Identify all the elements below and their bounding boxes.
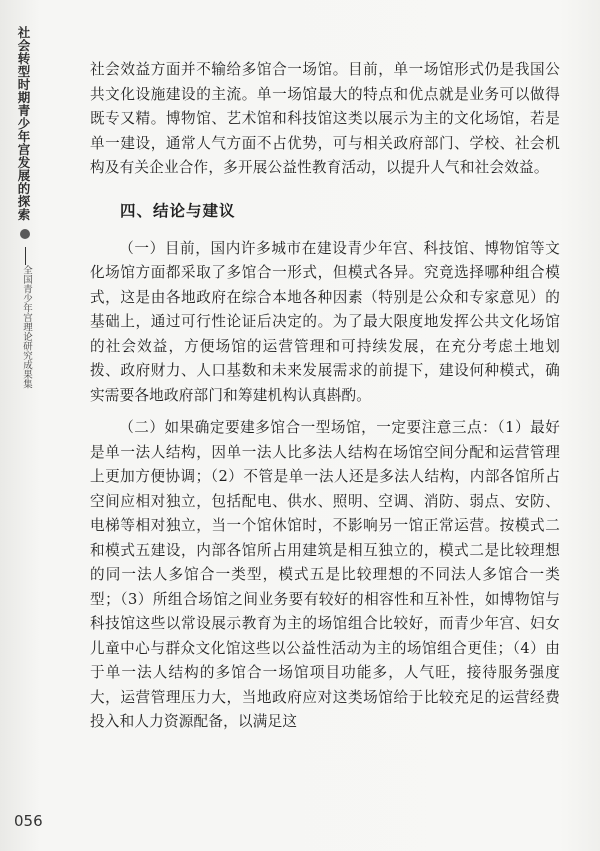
book-title: 社会转型时期青少年宫发展的探索 <box>16 26 31 221</box>
divider <box>25 247 26 265</box>
section-heading: 四、结论与建议 <box>120 201 236 220</box>
paragraph-intro: 社会效益方面并不输给多馆合一场馆。目前，单一场馆形式仍是我国公共文化设施建设的主流。单一场馆最大的特点和优点就是业务可以做得既专又精。博物馆、艺术馆和科技馆这类以展示为主的文化场馆，若是单一建设，通常人气方面不占优势，可与相关政府部门、学校、社会机构及有关企业合作，多开展公益性教育活动，以提升人气和社会效益。 <box>90 61 560 176</box>
book-subtitle: 全国青少年宫理论研究成果集 <box>21 265 32 389</box>
paragraph-2: （二）如果确定要建多馆合一型场馆，一定要注意三点：（1）最好是单一法人结构，因单一法人比多法人结构在场馆空间分配和运营管理上更加方便协调；（2）不管是单一法人还是多法人结构，内部各馆所占空间应相对独立，包括配电、供水、照明、空调、消防、弱点、安防、电梯等相对独立，当一个馆休馆时，不影响另一馆正常运营。按模式二和模式五建设，内部各馆所占用建筑是相互独立的，模式二是比较理想的同一法人多馆合一类型，模式五是比较理想的不同法人多馆合一类型；（3）所组合场馆之间业务要有较好的相容性和互补性，如博物馆与科技馆这些以常设展示教育为主的场馆组合比较好，而青少年宫、妇女儿童中心与群众文化馆这些以公益性活动为主的场馆组合更佳；（4）由于单一法人结构的多馆合一场馆项目功能多，人气旺，接待服务强度大，运营管理压力大，当地政府应对这类场馆给于比较充足的运营经费投入和人力资源配备，以满足这 <box>90 419 560 730</box>
bullet-ornament-icon <box>20 229 30 239</box>
page-number: 056 <box>14 812 43 830</box>
body-text <box>90 58 560 735</box>
running-header-sidebar <box>16 26 42 389</box>
paragraph-1: （一）目前，国内许多城市在建设青少年宫、科技馆、博物馆等文化场馆方面都采取了多馆合一形式，但模式各异。究竟选择哪种组合模式，这是由各地政府在综合本地各种因素（特别是公众和专家意见）的基础上，通过可行性论证后决定的。为了最大限度地发挥公共文化场馆的社会效益，方便场馆的运营管理和可持续发展，在充分考虑土地划拨、政府财力、人口基数和未来发展需求的前提下，建设何种模式，确实需要各地政府部门和筹建机构认真斟酌。 <box>90 239 560 404</box>
